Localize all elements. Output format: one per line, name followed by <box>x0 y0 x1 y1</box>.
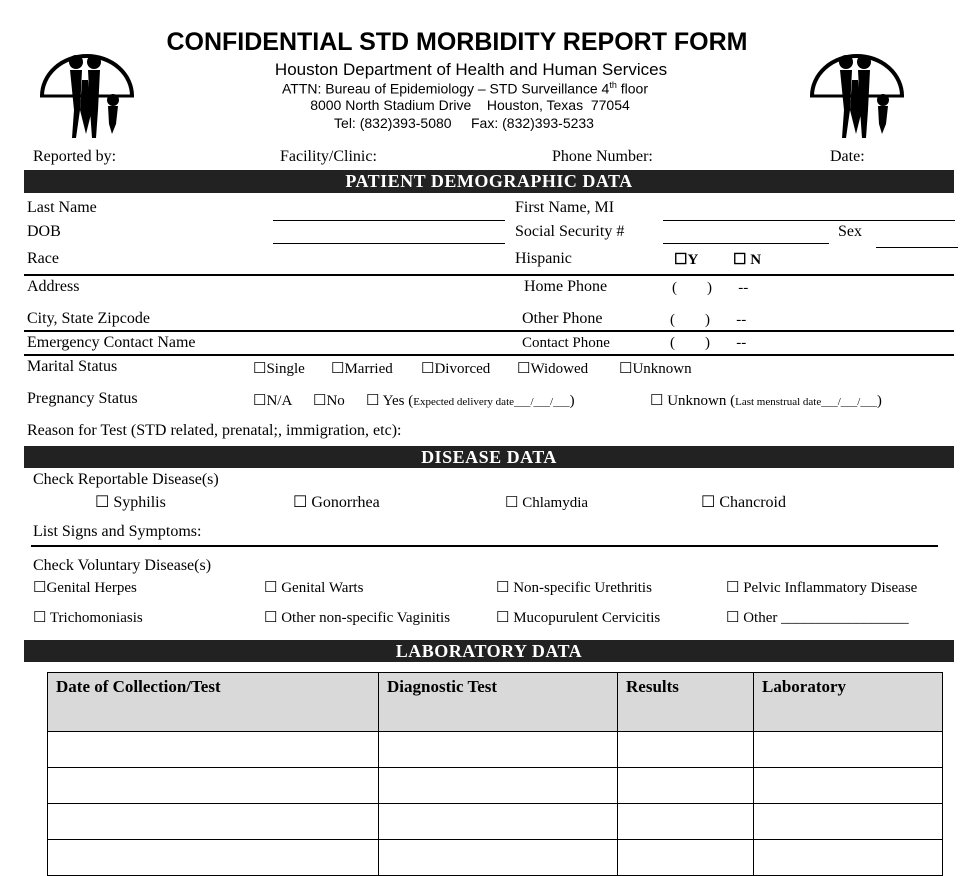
contact-phone-field[interactable]: ( ) -- <box>670 335 747 351</box>
dob-field[interactable] <box>273 228 505 244</box>
table-cell[interactable] <box>48 732 379 768</box>
divider <box>31 545 938 547</box>
pregnancy-na-checkbox[interactable]: ☐N/A <box>253 393 293 409</box>
table-row <box>48 768 943 804</box>
divider <box>24 274 954 276</box>
table-cell[interactable] <box>379 732 618 768</box>
contact-line: Tel: (832)393-5080 Fax: (832)393-5233 <box>334 115 594 131</box>
pregnancy-yes-checkbox[interactable] <box>366 391 575 410</box>
ssn-label: Social Security # <box>515 223 625 240</box>
divider <box>24 330 954 332</box>
table-cell[interactable] <box>379 804 618 840</box>
lab-table <box>47 672 943 876</box>
facility-label: Facility/Clinic: <box>280 148 377 165</box>
marital-married-checkbox[interactable]: ☐Married <box>331 361 393 377</box>
disease-section-header: DISEASE DATA <box>24 446 954 468</box>
table-cell[interactable] <box>754 840 943 876</box>
pregnancy-yes-text: ☐ Yes ( <box>366 393 414 409</box>
table-cell[interactable] <box>754 732 943 768</box>
reason-for-test-label: Reason for Test (STD related, prenatal;, immigration, etc): <box>27 422 402 439</box>
contact-phone-label: Contact Phone <box>522 335 610 351</box>
patient-section-header: PATIENT DEMOGRAPHIC DATA <box>24 170 954 193</box>
table-row <box>48 732 943 768</box>
signs-symptoms-label: List Signs and Symptoms: <box>33 523 202 540</box>
pid-checkbox[interactable]: ☐ Pelvic Inflammatory Disease <box>726 580 918 596</box>
date-label: Date: <box>830 148 865 165</box>
table-cell[interactable] <box>48 840 379 876</box>
gonorrhea-checkbox[interactable]: ☐ Gonorrhea <box>293 494 380 511</box>
paren-close: ) <box>569 393 575 409</box>
trichomoniasis-checkbox[interactable]: ☐ Trichomoniasis <box>33 610 143 626</box>
table-row <box>48 804 943 840</box>
marital-single-checkbox[interactable]: ☐Single <box>253 361 305 377</box>
pregnancy-no-checkbox[interactable]: ☐No <box>313 393 345 409</box>
attn-line <box>0 80 930 97</box>
form-title: CONFIDENTIAL STD MORBIDITY REPORT FORM <box>166 28 748 56</box>
marital-status-label: Marital Status <box>27 358 118 375</box>
reported-by-label: Reported by: <box>33 148 117 165</box>
home-phone-field[interactable]: ( ) -- <box>672 280 749 296</box>
pregnancy-unknown-checkbox[interactable] <box>650 391 882 410</box>
reportable-disease-label: Check Reportable Disease(s) <box>33 471 219 488</box>
last-menstrual-date-field[interactable]: Last menstrual date___/___/___ <box>735 396 877 408</box>
paren-close: ) <box>876 393 882 409</box>
department-name: Houston Department of Health and Human Services <box>274 60 668 79</box>
sex-field[interactable] <box>876 232 958 248</box>
lab-section-header: LABORATORY DATA <box>24 640 954 662</box>
phone-number-label: Phone Number: <box>552 148 653 165</box>
nsu-checkbox[interactable]: ☐ Non-specific Urethritis <box>496 580 652 596</box>
genital-warts-checkbox[interactable]: ☐ Genital Warts <box>264 580 364 596</box>
ssn-field[interactable] <box>663 228 829 244</box>
lab-header-row <box>48 673 943 732</box>
dob-label: DOB <box>27 223 61 240</box>
table-cell[interactable] <box>379 840 618 876</box>
marital-widowed-checkbox[interactable]: ☐Widowed <box>517 361 589 377</box>
marital-unknown-checkbox[interactable]: ☐Unknown <box>619 361 692 377</box>
city-label: City, State Zipcode <box>27 310 150 327</box>
table-cell[interactable] <box>618 840 754 876</box>
other-phone-label: Other Phone <box>522 310 603 327</box>
last-name-label: Last Name <box>27 199 97 216</box>
table-cell[interactable] <box>379 768 618 804</box>
sex-label: Sex <box>838 223 862 240</box>
syphilis-checkbox[interactable]: ☐ Syphilis <box>95 494 166 511</box>
home-phone-label: Home Phone <box>524 278 608 295</box>
pregnancy-status-label: Pregnancy Status <box>27 390 138 407</box>
other-phone-field[interactable]: ( ) -- <box>670 312 747 328</box>
table-cell[interactable] <box>754 768 943 804</box>
voluntary-disease-label: Check Voluntary Disease(s) <box>33 557 212 574</box>
hispanic-label: Hispanic <box>515 250 572 267</box>
other-disease-checkbox[interactable]: ☐ Other _________________ <box>726 610 909 626</box>
divider <box>24 354 954 356</box>
col-diagnostic-test: Diagnostic Test <box>379 673 618 732</box>
attn-sup: th <box>609 80 617 90</box>
table-cell[interactable] <box>618 768 754 804</box>
vaginitis-checkbox[interactable]: ☐ Other non-specific Vaginitis <box>264 610 451 626</box>
attn-prefix: ATTN: Bureau of Epidemiology – STD Surveillance 4 <box>282 80 610 97</box>
pregnancy-unknown-text: ☐ Unknown ( <box>650 393 736 409</box>
chlamydia-checkbox[interactable]: ☐ Chlamydia <box>505 495 589 511</box>
first-name-field[interactable] <box>663 205 955 221</box>
marital-divorced-checkbox[interactable]: ☐Divorced <box>421 361 491 377</box>
last-name-field[interactable] <box>273 205 505 221</box>
chancroid-checkbox[interactable]: ☐ Chancroid <box>701 494 786 511</box>
table-row <box>48 840 943 876</box>
race-label: Race <box>27 250 59 267</box>
table-cell[interactable] <box>48 804 379 840</box>
genital-herpes-checkbox[interactable]: ☐Genital Herpes <box>33 580 137 596</box>
hispanic-no-checkbox[interactable]: ☐ N <box>733 252 762 268</box>
col-date-collection: Date of Collection/Test <box>48 673 379 732</box>
col-laboratory: Laboratory <box>754 673 943 732</box>
table-cell[interactable] <box>754 804 943 840</box>
hispanic-yes-checkbox[interactable]: ☐Y <box>674 252 699 268</box>
cervicitis-checkbox[interactable]: ☐ Mucopurulent Cervicitis <box>496 610 661 626</box>
emergency-contact-label: Emergency Contact Name <box>27 334 196 351</box>
attn-suffix: floor <box>616 80 648 97</box>
table-cell[interactable] <box>48 768 379 804</box>
table-cell[interactable] <box>618 804 754 840</box>
table-cell[interactable] <box>618 732 754 768</box>
address-label: Address <box>27 278 80 295</box>
col-results: Results <box>618 673 754 732</box>
address-line: 8000 North Stadium Drive Houston, Texas 77054 <box>310 97 630 113</box>
expected-delivery-date-field[interactable]: Expected delivery date___/___/___ <box>413 396 570 408</box>
first-name-label: First Name, MI <box>515 199 615 216</box>
